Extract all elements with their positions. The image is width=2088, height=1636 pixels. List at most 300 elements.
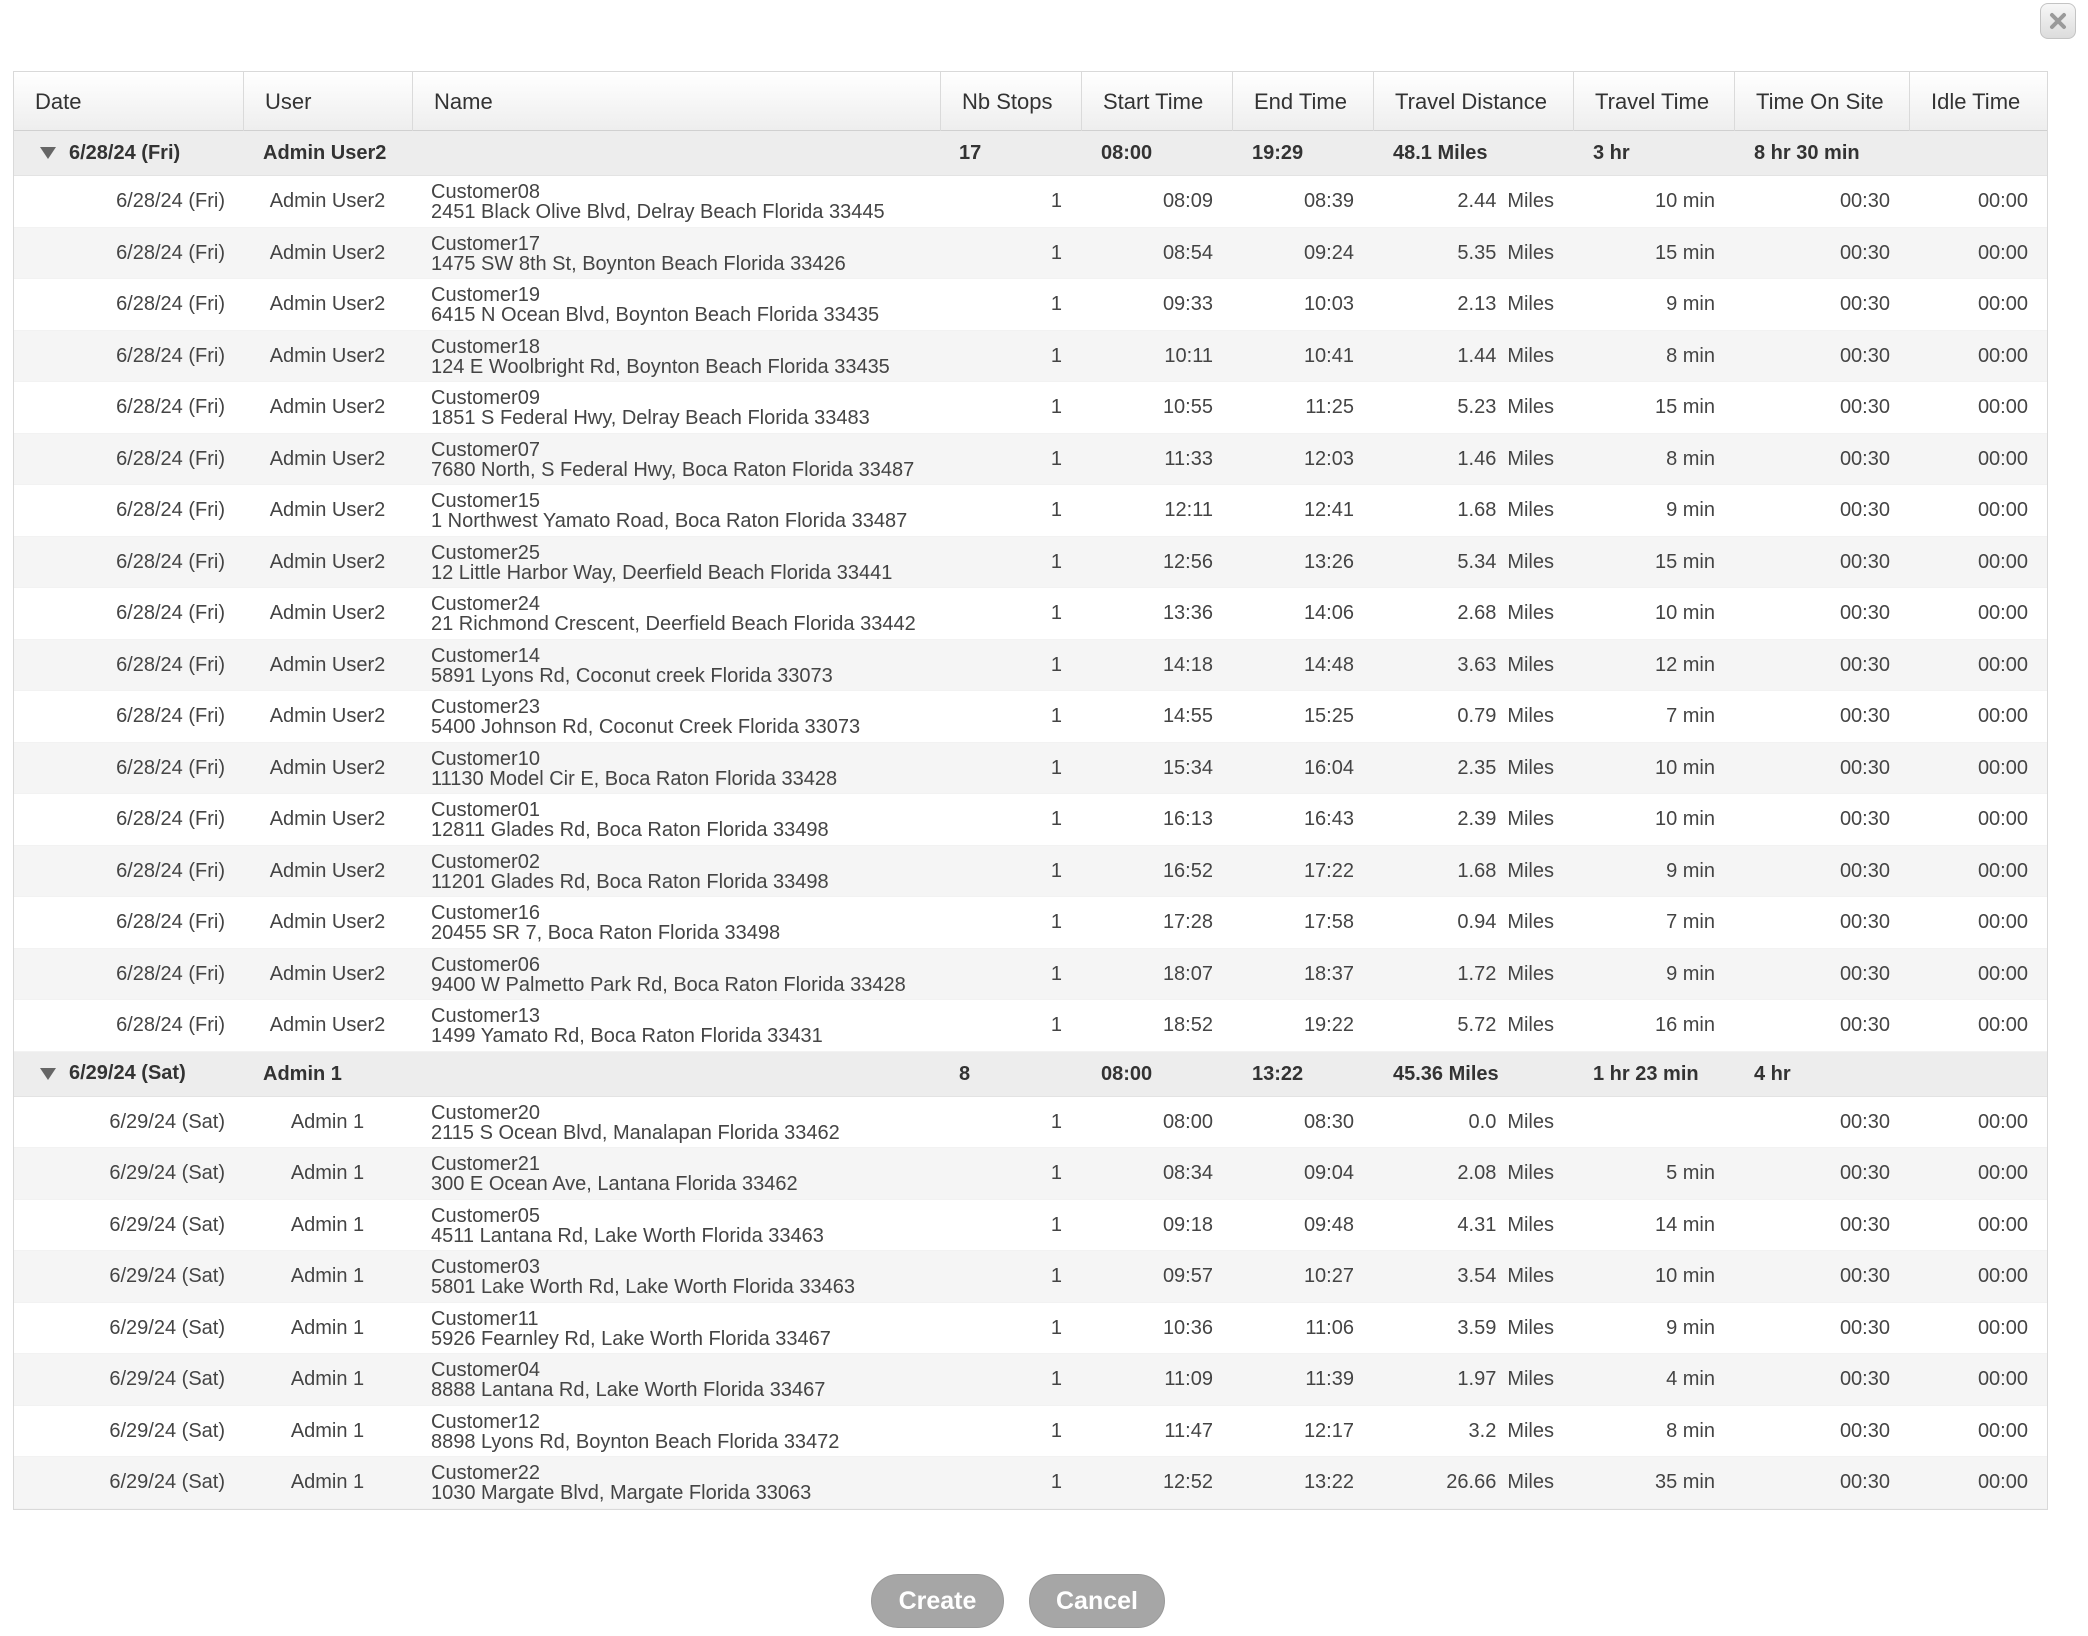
table-row[interactable]	[14, 691, 2047, 743]
row-user: Admin User2	[269, 602, 386, 624]
row-start-time: 10:11	[1164, 344, 1213, 367]
row-time-on-site: 00:30	[1839, 602, 1890, 624]
table-row[interactable]	[14, 1200, 2047, 1252]
row-idle-time: 00:00	[1977, 756, 2028, 779]
table-row[interactable]	[14, 640, 2047, 692]
row-idle-time: 00:00	[1977, 1265, 2028, 1287]
row-stops: 1	[1050, 1316, 1062, 1339]
row-idle-time: 00:00	[1977, 190, 2028, 212]
customer-name: Customer17	[431, 232, 540, 255]
row-stops: 1	[1050, 241, 1062, 264]
customer-address: 1030 Margate Blvd, Margate Florida 33063	[431, 1482, 812, 1504]
row-end-time: 09:48	[1303, 1213, 1354, 1236]
customer-name: Customer23	[431, 696, 540, 718]
customer-name: Customer05	[431, 1204, 540, 1227]
column-header-start-time[interactable]: Start Time	[1081, 72, 1232, 131]
row-stops: 1	[1050, 962, 1062, 985]
group-date-cell[interactable]	[14, 1052, 243, 1096]
row-idle-time: 00:00	[1977, 859, 2028, 882]
customer-name: Customer18	[431, 335, 540, 358]
row-travel-time: 5 min	[1666, 1162, 1715, 1184]
row-time-on-site: 00:30	[1839, 550, 1890, 573]
row-start-time: 17:28	[1162, 911, 1213, 933]
distance-unit: Miles	[1507, 962, 1554, 985]
table-row[interactable]	[14, 382, 2047, 434]
row-idle-time: 00:00	[1977, 550, 2028, 573]
table-row[interactable]	[14, 279, 2047, 331]
row-name-cell	[412, 1200, 940, 1251]
row-date: 6/28/24 (Fri)	[116, 293, 225, 315]
row-travel-time: 8 min	[1666, 1419, 1715, 1442]
distance-value: 1.44	[1457, 344, 1497, 367]
table-row[interactable]	[14, 434, 2047, 486]
row-time-on-site: 00:30	[1839, 1419, 1890, 1442]
table-row[interactable]	[14, 331, 2047, 383]
distance-value: 2.13	[1457, 293, 1497, 315]
row-time-on-site: 00:30	[1839, 1162, 1890, 1184]
distance-unit: Miles	[1507, 602, 1554, 624]
row-date: 6/28/24 (Fri)	[116, 499, 225, 521]
row-time-on-site: 00:30	[1839, 705, 1890, 727]
row-time-on-site: 00:30	[1839, 396, 1890, 418]
row-idle-time: 00:00	[1977, 241, 2028, 264]
row-stops: 1	[1050, 859, 1062, 882]
table-row[interactable]	[14, 588, 2047, 640]
customer-name: Customer02	[431, 850, 540, 873]
row-user: Admin 1	[290, 1471, 365, 1493]
row-date: 6/29/24 (Sat)	[109, 1471, 225, 1493]
customer-address: 11130 Model Cir E, Boca Raton Florida 33428	[431, 767, 838, 790]
row-name-cell	[412, 382, 940, 433]
row-start-time: 18:52	[1162, 1014, 1213, 1036]
customer-name: Customer21	[431, 1153, 540, 1175]
row-name-cell	[412, 1000, 940, 1051]
row-end-time: 17:22	[1303, 859, 1354, 882]
row-date: 6/28/24 (Fri)	[116, 447, 225, 470]
customer-address: 124 E Woolbright Rd, Boynton Beach Florida 33435	[431, 355, 890, 378]
column-header-date[interactable]: Date	[35, 89, 82, 114]
row-travel-time: 7 min	[1666, 911, 1715, 933]
customer-address: 8888 Lantana Rd, Lake Worth Florida 33467	[431, 1379, 826, 1401]
customer-name: Customer15	[431, 490, 540, 512]
row-stops: 1	[1050, 1014, 1062, 1036]
distance-unit: Miles	[1507, 396, 1554, 418]
row-end-time: 19:22	[1303, 1014, 1354, 1036]
row-user: Admin 1	[290, 1419, 365, 1442]
distance-unit: Miles	[1507, 1316, 1554, 1339]
row-stops: 1	[1050, 1213, 1062, 1236]
row-stops: 1	[1050, 911, 1062, 933]
table-row[interactable]	[14, 897, 2047, 949]
row-idle-time: 00:00	[1977, 293, 2028, 315]
customer-address: 1851 S Federal Hwy, Delray Beach Florida 33483	[431, 407, 870, 429]
table-row[interactable]	[14, 485, 2047, 537]
distance-value: 5.72	[1457, 1014, 1497, 1036]
row-end-time: 08:39	[1303, 190, 1354, 212]
table-row[interactable]	[14, 1303, 2047, 1355]
row-start-time: 12:52	[1162, 1471, 1213, 1493]
row-travel-distance	[1373, 743, 1573, 794]
row-date: 6/28/24 (Fri)	[116, 1014, 225, 1036]
row-name-cell	[412, 1354, 940, 1405]
table-row[interactable]	[14, 1457, 2047, 1509]
group-end-time: 19:29	[1252, 142, 1304, 164]
row-travel-distance	[1373, 228, 1573, 279]
column-header-travel-distance[interactable]: Travel Distance	[1373, 72, 1573, 131]
row-start-time: 12:11	[1164, 499, 1213, 521]
customer-name: Customer10	[431, 747, 540, 770]
customer-address: 2451 Black Olive Blvd, Delray Beach Florida 33445	[431, 201, 885, 223]
row-start-time: 18:07	[1162, 962, 1213, 985]
group-row[interactable]	[14, 1052, 2047, 1097]
row-travel-time: 10 min	[1654, 602, 1715, 624]
row-time-on-site: 00:30	[1839, 190, 1890, 212]
row-date: 6/28/24 (Fri)	[116, 911, 225, 933]
row-name-cell	[412, 176, 940, 227]
row-travel-time: 15 min	[1654, 396, 1715, 418]
distance-value: 1.97	[1457, 1368, 1497, 1390]
group-end-time: 13:22	[1252, 1062, 1304, 1085]
row-user: Admin User2	[269, 396, 386, 418]
row-travel-distance	[1373, 331, 1573, 382]
customer-address: 5891 Lyons Rd, Coconut creek Florida 33073	[431, 664, 833, 687]
row-time-on-site: 00:30	[1839, 756, 1890, 779]
distance-value: 1.72	[1457, 962, 1497, 985]
row-user: Admin User2	[269, 447, 386, 470]
row-time-on-site: 00:30	[1839, 1265, 1890, 1287]
row-time-on-site: 00:30	[1839, 1110, 1890, 1133]
row-idle-time: 00:00	[1977, 808, 2028, 830]
row-travel-time: 10 min	[1654, 808, 1715, 830]
row-name-cell	[412, 897, 940, 948]
group-name	[412, 1052, 940, 1096]
row-start-time: 15:34	[1162, 756, 1213, 779]
row-start-time: 08:54	[1162, 241, 1213, 264]
distance-value: 2.39	[1457, 808, 1497, 830]
distance-unit: Miles	[1507, 550, 1554, 573]
column-header-name[interactable]: Name	[412, 72, 940, 131]
row-stops: 1	[1050, 1368, 1062, 1390]
row-date: 6/28/24 (Fri)	[116, 241, 225, 264]
row-end-time: 17:58	[1303, 911, 1354, 933]
customer-address: 12811 Glades Rd, Boca Raton Florida 33498	[431, 819, 829, 841]
row-stops: 1	[1050, 1471, 1062, 1493]
row-idle-time: 00:00	[1977, 602, 2028, 624]
group-idle-time	[1909, 131, 2047, 175]
distance-value: 1.68	[1457, 499, 1497, 521]
distance-value: 4.31	[1457, 1213, 1497, 1236]
customer-name: Customer12	[431, 1410, 540, 1433]
row-idle-time: 00:00	[1977, 911, 2028, 933]
distance-unit: Miles	[1507, 1213, 1554, 1236]
customer-address: 1 Northwest Yamato Road, Boca Raton Florida 33487	[431, 510, 908, 532]
close-button[interactable]	[2040, 3, 2076, 39]
distance-value: 5.23	[1457, 396, 1497, 418]
group-travel-time: 1 hr 23 min	[1593, 1062, 1699, 1085]
row-date: 6/29/24 (Sat)	[109, 1110, 225, 1133]
row-start-time: 16:13	[1162, 808, 1213, 830]
table-row[interactable]	[14, 949, 2047, 1001]
distance-value: 2.08	[1457, 1162, 1497, 1184]
group-date: 6/28/24 (Fri)	[69, 141, 181, 164]
customer-name: Customer14	[431, 644, 540, 667]
row-time-on-site: 00:30	[1839, 962, 1890, 985]
row-start-time: 10:55	[1162, 396, 1213, 418]
row-end-time: 13:22	[1303, 1471, 1354, 1493]
row-date: 6/28/24 (Fri)	[116, 756, 225, 779]
row-stops: 1	[1050, 1265, 1062, 1287]
row-travel-time: 4 min	[1666, 1368, 1715, 1390]
row-date: 6/28/24 (Fri)	[116, 344, 225, 367]
table-row[interactable]	[14, 1354, 2047, 1406]
distance-unit: Miles	[1507, 1014, 1554, 1036]
customer-name: Customer04	[431, 1359, 540, 1381]
row-stops: 1	[1050, 447, 1062, 470]
row-travel-distance	[1373, 949, 1573, 1000]
row-user: Admin User2	[269, 190, 386, 212]
row-travel-distance	[1373, 640, 1573, 691]
customer-name: Customer01	[431, 799, 540, 821]
row-date: 6/29/24 (Sat)	[109, 1265, 225, 1287]
customer-address: 1499 Yamato Rd, Boca Raton Florida 33431	[431, 1025, 823, 1047]
row-travel-distance	[1373, 1303, 1573, 1354]
row-travel-time: 8 min	[1666, 344, 1715, 367]
group-date: 6/29/24 (Sat)	[69, 1062, 186, 1084]
distance-unit: Miles	[1507, 756, 1554, 779]
row-user: Admin User2	[269, 550, 386, 573]
row-time-on-site: 00:30	[1839, 1316, 1890, 1339]
row-name-cell	[412, 1303, 940, 1354]
row-date: 6/28/24 (Fri)	[116, 396, 225, 418]
row-start-time: 13:36	[1162, 602, 1213, 624]
distance-value: 1.68	[1457, 859, 1497, 882]
row-travel-time: 7 min	[1666, 705, 1715, 727]
row-travel-time: 12 min	[1654, 653, 1715, 676]
row-name-cell	[412, 1457, 940, 1508]
row-name-cell	[412, 228, 940, 279]
row-user: Admin 1	[290, 1368, 365, 1390]
table-row[interactable]	[14, 228, 2047, 280]
distance-unit: Miles	[1507, 808, 1554, 830]
row-travel-distance	[1373, 588, 1573, 639]
distance-unit: Miles	[1507, 1162, 1554, 1184]
row-user: Admin User2	[269, 808, 386, 830]
row-idle-time: 00:00	[1977, 447, 2028, 470]
distance-value: 3.63	[1457, 653, 1497, 676]
row-end-time: 12:17	[1303, 1419, 1354, 1442]
close-icon	[2048, 11, 2068, 31]
row-travel-distance	[1373, 1200, 1573, 1251]
row-travel-time: 8 min	[1666, 447, 1715, 470]
row-time-on-site: 00:30	[1839, 808, 1890, 830]
table-row[interactable]	[14, 1148, 2047, 1200]
row-name-cell	[412, 846, 940, 897]
row-idle-time: 00:00	[1977, 344, 2028, 367]
row-name-cell	[412, 1251, 940, 1302]
row-time-on-site: 00:30	[1839, 911, 1890, 933]
group-rows	[14, 176, 2047, 1052]
row-date: 6/28/24 (Fri)	[116, 550, 225, 573]
row-travel-distance	[1373, 1097, 1573, 1148]
row-stops: 1	[1050, 293, 1062, 315]
distance-value: 0.0	[1468, 1110, 1497, 1133]
row-name-cell	[412, 279, 940, 330]
row-end-time: 10:41	[1303, 344, 1354, 367]
customer-address: 2115 S Ocean Blvd, Manalapan Florida 33462	[431, 1121, 840, 1144]
row-travel-time: 14 min	[1654, 1213, 1715, 1236]
route-table	[13, 71, 2048, 1510]
row-name-cell	[412, 537, 940, 588]
row-start-time: 09:18	[1162, 1213, 1213, 1236]
row-start-time: 14:18	[1162, 653, 1213, 676]
row-user: Admin 1	[290, 1265, 365, 1287]
group-start-time: 08:00	[1101, 142, 1153, 164]
row-travel-time: 16 min	[1654, 1014, 1715, 1036]
table-row[interactable]	[14, 176, 2047, 228]
row-time-on-site: 00:30	[1839, 1014, 1890, 1036]
customer-name: Customer20	[431, 1101, 540, 1124]
row-start-time: 09:33	[1162, 293, 1213, 315]
row-stops: 1	[1050, 1419, 1062, 1442]
column-header-time-on-site[interactable]: Time On Site	[1734, 72, 1909, 131]
column-header-travel-time[interactable]: Travel Time	[1573, 72, 1734, 131]
row-end-time: 16:04	[1303, 756, 1354, 779]
create-button[interactable]: Create	[871, 1574, 1004, 1628]
column-header-end-time[interactable]: End Time	[1232, 72, 1373, 131]
column-header-idle-time[interactable]: Idle Time	[1909, 72, 2047, 131]
distance-value: 2.35	[1457, 756, 1497, 779]
group-user: Admin 1	[263, 1062, 342, 1085]
row-travel-distance	[1373, 1000, 1573, 1051]
customer-address: 21 Richmond Crescent, Deerfield Beach Florida 33442	[431, 613, 916, 635]
row-travel-time: 9 min	[1666, 1316, 1715, 1339]
group-date-cell[interactable]	[14, 131, 243, 175]
row-date: 6/29/24 (Sat)	[109, 1368, 225, 1390]
collapse-triangle-icon[interactable]	[40, 147, 56, 159]
column-header-user[interactable]: User	[243, 72, 412, 131]
row-idle-time: 00:00	[1977, 1316, 2028, 1339]
row-idle-time: 00:00	[1977, 962, 2028, 985]
distance-value: 2.44	[1457, 190, 1497, 212]
row-user: Admin User2	[269, 705, 386, 727]
row-end-time: 10:27	[1303, 1265, 1354, 1287]
row-name-cell	[412, 691, 940, 742]
row-start-time: 08:00	[1162, 1110, 1213, 1133]
row-travel-time: 10 min	[1654, 1265, 1715, 1287]
row-end-time: 09:04	[1303, 1162, 1354, 1184]
row-date: 6/29/24 (Sat)	[109, 1419, 225, 1442]
customer-name: Customer25	[431, 541, 540, 564]
row-travel-distance	[1373, 485, 1573, 536]
row-end-time: 10:03	[1303, 293, 1354, 315]
customer-address: 5400 Johnson Rd, Coconut Creek Florida 33073	[431, 716, 861, 738]
row-user: Admin 1	[290, 1110, 365, 1133]
row-end-time: 09:24	[1303, 241, 1354, 264]
customer-name: Customer06	[431, 953, 540, 976]
row-name-cell	[412, 640, 940, 691]
row-time-on-site: 00:30	[1839, 1368, 1890, 1390]
row-name-cell	[412, 1406, 940, 1457]
row-travel-distance	[1373, 434, 1573, 485]
distance-value: 3.59	[1457, 1316, 1497, 1339]
distance-unit: Miles	[1507, 705, 1554, 727]
row-stops: 1	[1050, 808, 1062, 830]
distance-value: 5.34	[1457, 550, 1497, 573]
row-name-cell	[412, 1097, 940, 1148]
row-start-time: 11:47	[1164, 1419, 1213, 1442]
row-travel-distance	[1373, 1251, 1573, 1302]
table-row[interactable]	[14, 1406, 2047, 1458]
row-time-on-site: 00:30	[1839, 447, 1890, 470]
row-end-time: 13:26	[1303, 550, 1354, 573]
cancel-button[interactable]: Cancel	[1029, 1574, 1165, 1628]
row-user: Admin User2	[269, 344, 386, 367]
customer-address: 9400 W Palmetto Park Rd, Boca Raton Florida 33428	[431, 973, 906, 996]
row-end-time: 12:03	[1303, 447, 1354, 470]
customer-address: 8898 Lyons Rd, Boynton Beach Florida 33472	[431, 1430, 840, 1453]
table-row[interactable]	[14, 1251, 2047, 1303]
row-travel-distance	[1373, 794, 1573, 845]
group-travel-distance: 48.1 Miles	[1393, 142, 1488, 164]
row-travel-time: 9 min	[1666, 293, 1715, 315]
distance-unit: Miles	[1507, 499, 1554, 521]
customer-address: 300 E Ocean Ave, Lantana Florida 33462	[431, 1173, 798, 1195]
table-row[interactable]	[14, 846, 2047, 898]
row-stops: 1	[1050, 550, 1062, 573]
row-travel-distance	[1373, 897, 1573, 948]
group-row[interactable]	[14, 131, 2047, 176]
row-idle-time: 00:00	[1977, 1162, 2028, 1184]
group-rows	[14, 1097, 2047, 1509]
row-idle-time: 00:00	[1977, 1471, 2028, 1493]
row-user: Admin 1	[290, 1316, 365, 1339]
row-start-time: 11:09	[1164, 1368, 1213, 1390]
table-row[interactable]	[14, 743, 2047, 795]
row-user: Admin User2	[269, 1014, 386, 1036]
row-start-time: 08:09	[1162, 190, 1213, 212]
distance-unit: Miles	[1507, 1265, 1554, 1287]
table-row[interactable]	[14, 1000, 2047, 1052]
row-start-time: 14:55	[1162, 705, 1213, 727]
group-stops: 17	[959, 142, 982, 164]
table-row[interactable]	[14, 1097, 2047, 1149]
customer-name: Customer11	[431, 1307, 539, 1330]
table-row[interactable]	[14, 794, 2047, 846]
row-date: 6/28/24 (Fri)	[116, 962, 225, 985]
row-stops: 1	[1050, 190, 1062, 212]
row-user: Admin User2	[269, 859, 386, 882]
row-date: 6/28/24 (Fri)	[116, 190, 225, 212]
row-travel-time: 10 min	[1654, 190, 1715, 212]
row-end-time: 14:48	[1303, 653, 1354, 676]
customer-name: Customer22	[431, 1462, 540, 1484]
collapse-triangle-icon[interactable]	[40, 1068, 56, 1080]
row-end-time: 14:06	[1303, 602, 1354, 624]
row-name-cell	[412, 434, 940, 485]
row-name-cell	[412, 949, 940, 1000]
column-header-nb-stops[interactable]: Nb Stops	[940, 72, 1081, 131]
table-row[interactable]	[14, 537, 2047, 589]
row-name-cell	[412, 485, 940, 536]
customer-name: Customer13	[431, 1005, 540, 1027]
distance-unit: Miles	[1507, 344, 1554, 367]
distance-value: 3.2	[1468, 1419, 1497, 1442]
row-travel-distance	[1373, 1406, 1573, 1457]
group-name	[412, 131, 940, 175]
row-time-on-site: 00:30	[1839, 1471, 1890, 1493]
row-start-time: 10:36	[1162, 1316, 1213, 1339]
customer-name: Customer03	[431, 1256, 540, 1278]
